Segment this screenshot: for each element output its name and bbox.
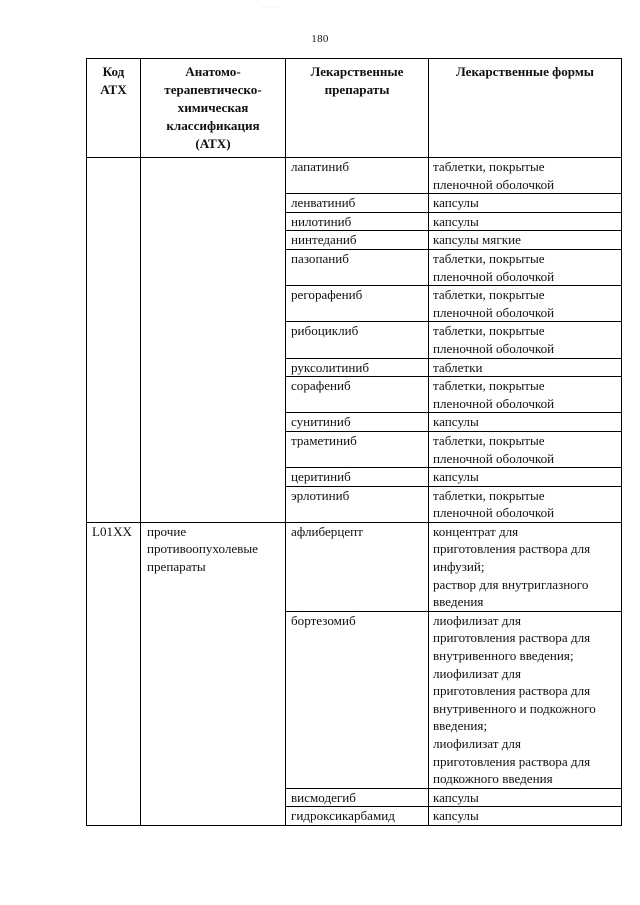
dosage-form: капсулы xyxy=(429,468,622,487)
dosage-form: капсулы мягкие xyxy=(429,231,622,250)
header-forms: Лекарственные формы xyxy=(429,59,622,158)
dosage-form: таблетки, покрытые пленочной оболочкой xyxy=(429,322,622,358)
atc-classification-cell xyxy=(141,158,286,523)
drug-name: афлиберцепт xyxy=(286,522,429,611)
atc-drug-table xyxy=(86,58,622,826)
dosage-form: таблетки xyxy=(429,358,622,377)
atc-classification-cell: прочие противоопухолевые препараты xyxy=(141,522,286,825)
table-body xyxy=(87,158,622,826)
table-row xyxy=(87,522,622,611)
drug-name: церитиниб xyxy=(286,468,429,487)
table-row xyxy=(87,158,622,194)
drug-name: руксолитиниб xyxy=(286,358,429,377)
drug-name: регорафениб xyxy=(286,286,429,322)
dosage-form: таблетки, покрытые пленочной оболочкой xyxy=(429,158,622,194)
atc-code-cell: L01XX xyxy=(87,522,141,825)
dosage-form: лиофилизат для приготовления раствора для внутривенного введения; лиофилизат для приготовления раствора для внутривенного и подкожного введения; лиофилизат для приготовления раствора для подкожного введения xyxy=(429,611,622,788)
dosage-form: таблетки, покрытые пленочной оболочкой xyxy=(429,431,622,467)
dosage-form: капсулы xyxy=(429,194,622,213)
drug-name: сорафениб xyxy=(286,377,429,413)
table-header-row xyxy=(87,59,622,158)
drug-name: гидроксикарбамид xyxy=(286,807,429,826)
drug-name: нилотиниб xyxy=(286,212,429,231)
drug-name: лапатиниб xyxy=(286,158,429,194)
drug-name: пазопаниб xyxy=(286,249,429,285)
drug-name: эрлотиниб xyxy=(286,486,429,522)
drug-name: траметиниб xyxy=(286,431,429,467)
dosage-form: таблетки, покрытые пленочной оболочкой xyxy=(429,249,622,285)
dosage-form: концентрат для приготовления раствора для инфузий; раствор для внутриглазного введения xyxy=(429,522,622,611)
dosage-form: капсулы xyxy=(429,788,622,807)
dosage-form: капсулы xyxy=(429,413,622,432)
atc-code-cell xyxy=(87,158,141,523)
header-classification: Анатомо- терапевтическо- химическая классификация (АТХ) xyxy=(141,59,286,158)
drug-name: сунитиниб xyxy=(286,413,429,432)
drug-name: ленватиниб xyxy=(286,194,429,213)
drug-name: бортезомиб xyxy=(286,611,429,788)
drug-name: рибоциклиб xyxy=(286,322,429,358)
dosage-form: таблетки, покрытые пленочной оболочкой xyxy=(429,486,622,522)
scan-mark: · · · · · xyxy=(262,5,278,11)
dosage-form: таблетки, покрытые пленочной оболочкой xyxy=(429,377,622,413)
page-number: 180 xyxy=(311,33,329,45)
header-drugs: Лекарственные препараты xyxy=(286,59,429,158)
dosage-form: капсулы xyxy=(429,212,622,231)
drug-name: висмодегиб xyxy=(286,788,429,807)
header-code: Код АТХ xyxy=(87,59,141,158)
drug-name: нинтеданиб xyxy=(286,231,429,250)
dosage-form: капсулы xyxy=(429,807,622,826)
dosage-form: таблетки, покрытые пленочной оболочкой xyxy=(429,286,622,322)
